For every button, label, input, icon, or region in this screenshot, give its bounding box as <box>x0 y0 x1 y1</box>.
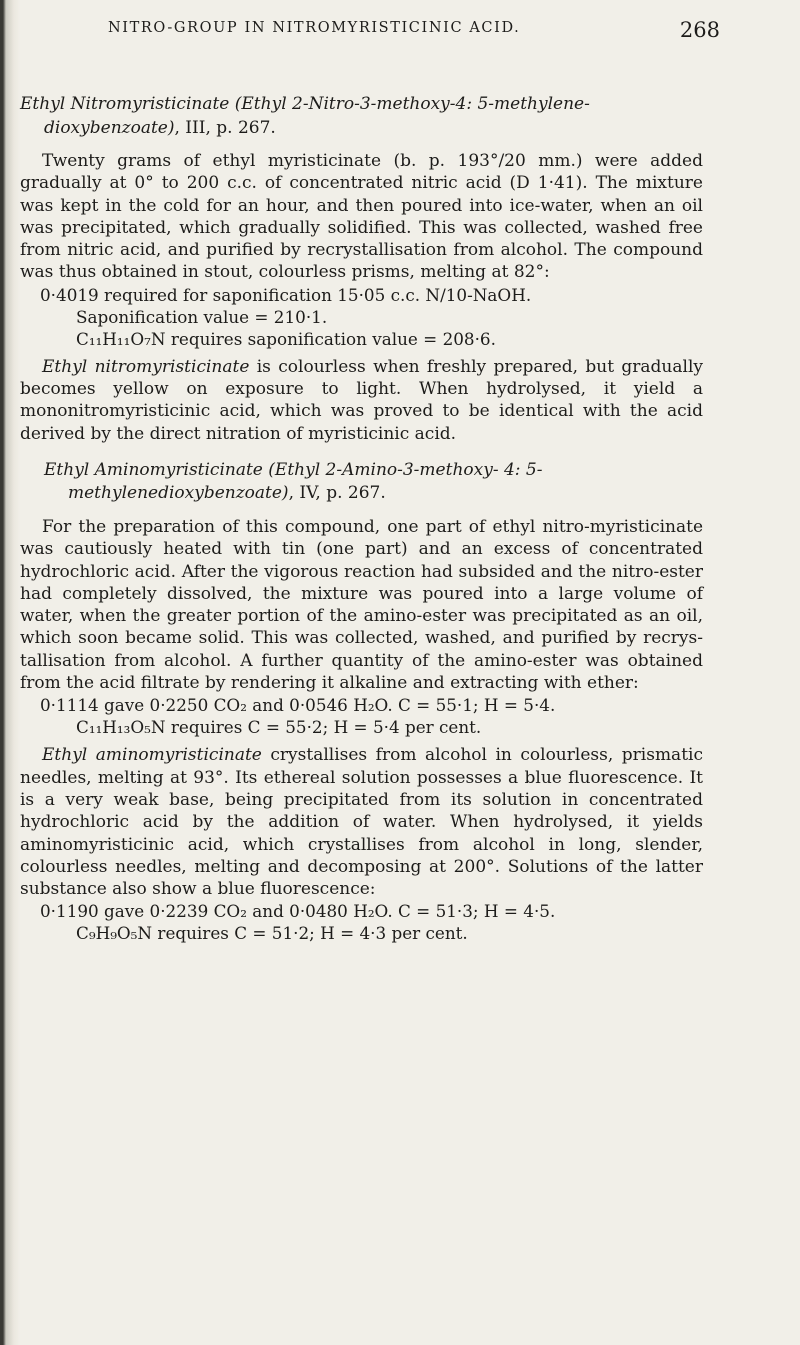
analysis-line: C₉H₉O₅N requires C = 51·2; H = 4·3 per cent. <box>76 923 468 944</box>
combustion-analysis <box>20 900 703 944</box>
properties-paragraph <box>20 356 703 445</box>
analysis-line: Saponification value = 210·1. <box>76 306 328 327</box>
paragraph-text: crystallises from alcohol in colourless, prismatic needles, melting at 93°. Its ethereal solution possesses a blue fluorescence. It is a very weak base, being precipitated from its solution in concentrated hydrochloric acid by the addition of water. When hydrolysed, it yields aminomyristicinic acid, which crystallises from alcohol in long, slender, colourless needles, melting and decomposing at 200°. Solutions of the latter substance also show a blue fluorescence: <box>20 745 703 900</box>
section-title-amino <box>20 459 703 506</box>
running-header: NITRO-GROUP IN NITROMYRISTICINIC ACID. <box>108 20 521 36</box>
analysis-line: C₁₁H₁₁O₇N requires saponification value = 208·6. <box>76 328 496 349</box>
compound-name: Ethyl aminomyristicinate <box>42 745 262 766</box>
saponification-data <box>20 284 703 350</box>
structure-reference: , III, p. 267. <box>174 117 276 138</box>
compound-name: Ethyl Aminomyristicinate <box>44 459 263 480</box>
page-number: 268 <box>679 18 720 42</box>
section-title-nitro <box>20 93 703 140</box>
analysis-line: 0·1190 gave 0·2239 CO₂ and 0·0480 H₂O. C = 51·3; H = 4·5. <box>40 901 556 922</box>
compound-name: Ethyl nitromyristicinate <box>42 356 250 377</box>
systematic-name: (Ethyl 2-Nitro-3-methoxy-4: 5-methylene- dioxybenzoate) <box>44 94 590 138</box>
preparation-paragraph: Twenty grams of ethyl myristicinate (b. p. 193°/20 mm.) were added gradually at 0° to 200 c.c. of concentrated nitric acid (D 1·41). The mixture was kept in the cold for an hour, and then poured into ice-water, when an oil was precipitated, which gradually solidified. This was collected, washed free from nitric acid, and purified by recrystallisation from alcohol. The compound was thus obtained in stout, colourless prisms, melting at 82°: <box>20 151 703 283</box>
page-body <box>20 93 703 944</box>
preparation-paragraph: For the preparation of this compound, one part of ethyl nitro-myristicinate was cautiously heated with tin (one part) and an excess of concentrated hydrochloric acid. After the vigorous reaction had subsided and the nitro-ester had completely dissolved, the mixture was poured into a large volume of water, when the greater portion of the amino-ester was precipitated as an oil, which soon became solid. This was collected, washed, and purified by recrys-tallisation from alcohol. A further quantity of the amino-ester was obtained from the acid filtrate by rendering it alkaline and extracting with ether: <box>20 516 703 694</box>
analysis-line: C₁₁H₁₃O₅N requires C = 55·2; H = 5·4 per cent. <box>76 717 482 738</box>
paragraph-text: is colourless when freshly prepared, but gradually becomes yellow on exposure to light. When hydrolysed, it yield a mononitromyristicinic acid, which was proved to be identical with the acid derived by the direct nitration of myristicinic acid. <box>20 356 703 444</box>
compound-name: Ethyl Nitromyristicinate <box>20 94 230 114</box>
structure-reference: , IV, p. 267. <box>288 483 386 504</box>
analysis-line: 0·1114 gave 0·2250 CO₂ and 0·0546 H₂O. C = 55·1; H = 5·4. <box>40 695 556 716</box>
combustion-analysis <box>20 694 703 738</box>
binding-gutter <box>0 0 20 1345</box>
analysis-line: 0·4019 required for saponification 15·05 c.c. N/10-NaOH. <box>40 284 532 305</box>
systematic-name: (Ethyl 2-Amino-3-methoxy- 4: 5-methylenedioxybenzoate) <box>68 459 543 504</box>
properties-paragraph <box>20 744 703 900</box>
